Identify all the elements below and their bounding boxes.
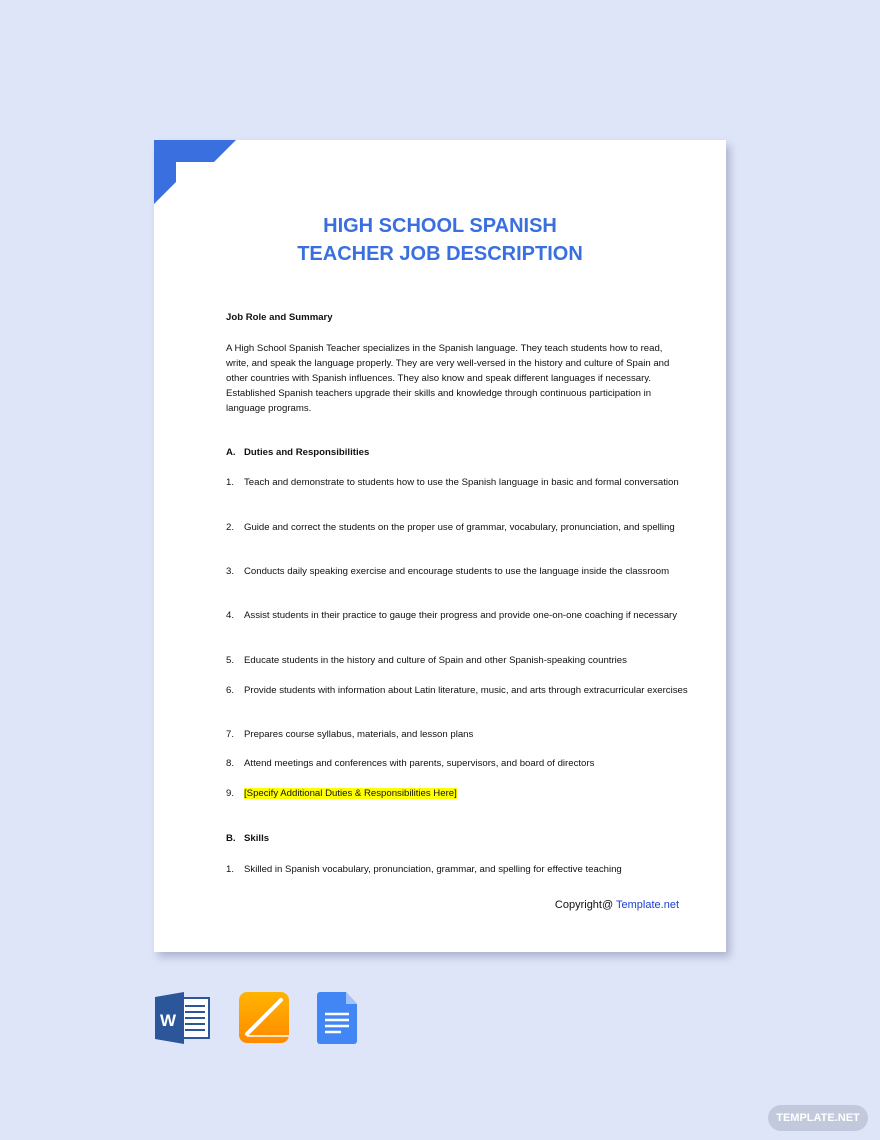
item-number: 1. <box>226 864 235 875</box>
title-line-2: TEACHER JOB DESCRIPTION <box>297 243 583 265</box>
item-number: 1. <box>226 477 235 488</box>
copyright <box>555 899 679 911</box>
list-item <box>226 608 704 623</box>
section-marker: B. <box>226 833 236 844</box>
document-page <box>154 140 726 952</box>
item-text: Conducts daily speaking exercise and encourage students to use the language inside the classroom <box>244 566 670 577</box>
summary-text: A High School Spanish Teacher specializes in the Spanish language. They teach students how to read, write, and speak the language properly. They are very well-versed in the history and culture of Spain and other countries with Spanish influences. They also know and speak different languages if necessary. Established Spanish teachers upgrade their skills and knowledge through continuous participation in language programs. <box>226 343 670 414</box>
word-icon[interactable] <box>155 992 211 1044</box>
list-item <box>226 564 704 579</box>
item-text: Guide and correct the students on the proper use of grammar, vocabulary, pronunciation, and spelling <box>244 522 675 533</box>
section-b-heading <box>226 831 704 846</box>
list-item <box>226 786 704 801</box>
corner-decoration <box>154 140 236 204</box>
list-item <box>226 683 704 698</box>
list-item <box>226 727 704 742</box>
template-link[interactable]: Template.net <box>616 899 679 911</box>
item-number: 6. <box>226 685 235 696</box>
list-item <box>226 520 704 535</box>
item-number: 3. <box>226 566 235 577</box>
document-title <box>154 212 726 268</box>
list-item <box>226 475 704 490</box>
item-text: Skilled in Spanish vocabulary, pronunciation, grammar, and spelling for effective teaching <box>244 864 622 875</box>
item-number: 9. <box>226 788 235 799</box>
list-item <box>226 653 704 668</box>
item-text: Provide students with information about Latin literature, music, and arts through extracurricular exercises <box>244 685 688 696</box>
item-text: Educate students in the history and culture of Spain and other Spanish-speaking countries <box>244 655 627 666</box>
item-text: Assist students in their practice to gauge their progress and provide one-on-one coaching if necessary <box>244 610 678 621</box>
copyright-text: Copyright@ <box>554 899 617 911</box>
section-title: Duties and Responsibilities <box>244 447 370 458</box>
section-a-heading <box>226 445 704 460</box>
list-item <box>226 756 704 771</box>
section-title: Skills <box>244 833 270 844</box>
section-marker: A. <box>226 447 236 458</box>
item-number: 4. <box>226 610 235 621</box>
svg-text:W: W <box>160 1011 177 1030</box>
item-number: 2. <box>226 522 235 533</box>
item-number: 5. <box>226 655 235 666</box>
item-number: 7. <box>226 729 235 740</box>
list-item <box>226 862 704 877</box>
summary-heading: Job Role and Summary <box>226 312 333 323</box>
item-text: Teach and demonstrate to students how to use the Spanish language in basic and formal conversation <box>244 477 679 488</box>
watermark-badge: TEMPLATE.NET <box>768 1105 868 1131</box>
item-text: Prepares course syllabus, materials, and lesson plans <box>244 729 474 740</box>
placeholder-highlight: [Specify Additional Duties & Responsibilities Here] <box>244 788 457 799</box>
item-text: Attend meetings and conferences with parents, supervisors, and board of directors <box>244 758 595 769</box>
google-docs-icon[interactable] <box>317 992 359 1044</box>
pages-icon[interactable] <box>239 992 291 1044</box>
title-line-1: HIGH SCHOOL SPANISH <box>323 215 557 237</box>
item-number: 8. <box>226 758 235 769</box>
